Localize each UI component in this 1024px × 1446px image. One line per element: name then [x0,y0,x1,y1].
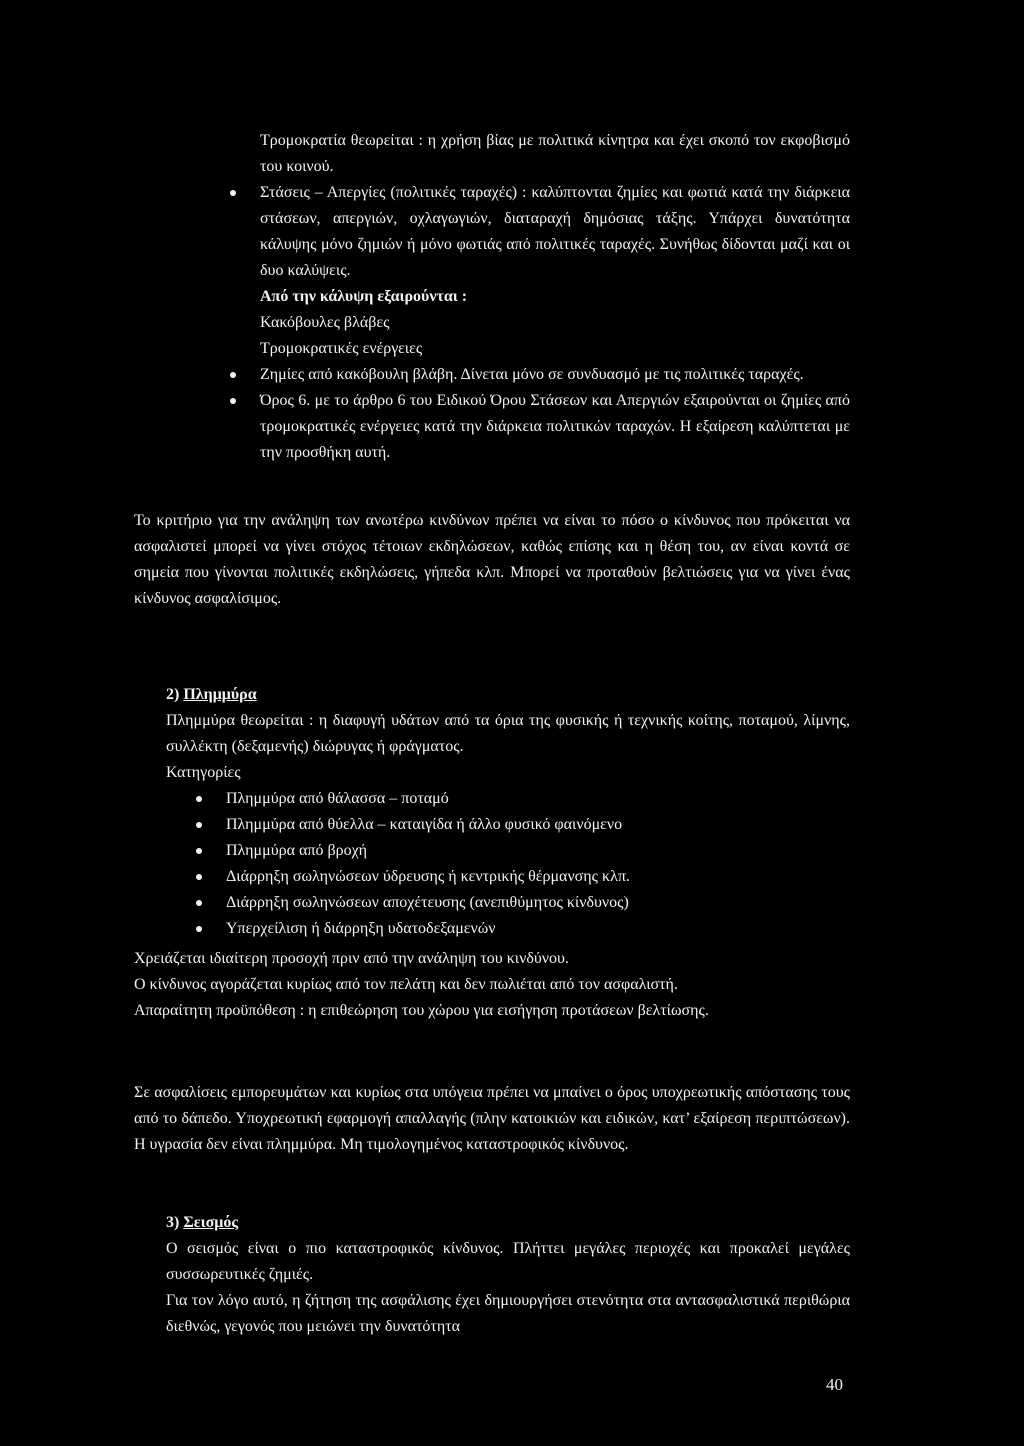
page-number: 40 [826,1375,843,1394]
earthquake-heading-number: 3) [166,1214,180,1231]
flood-heading-number: 2) [166,686,180,703]
exclusions-heading: Από την κάλυψη εξαιρούνται : [260,288,468,305]
flood-note-2: Ο κίνδυνος αγοράζεται κυρίως από τον πελάτη και δεν πωλιέται από τον ασφαλιστή. [134,976,678,993]
earthquake-paragraph-2: Για τον λόγο αυτό, η ζήτηση της ασφάλισης έχει δημιουργήσει στενότητα στα αντασφαλιστικά περιθώρια διεθνώς, γεγονός που μειώνει την δυνατότητα [166,1292,850,1335]
criteria-paragraph: Το κριτήριο για την ανάληψη των ανωτέρω κινδύνων πρέπει να είναι το πόσο ο κίνδυνος που πρόκειται να ασφαλιστεί μπορεί να γίνει στόχος τέτοιων εκδηλώσεων, καθώς επίσης και η θέση του, αν είναι κοντά σε σημεία που γίνονται πολιτικές εκδηλώσεις, γήπεδα κλπ. Μπορεί να προταθούν βελτιώσεις για να γίνει ένας κίνδυνος ασφαλίσιμος. [134,512,850,607]
earthquake-heading-text: Σεισμός [183,1214,239,1231]
flood-categories-label: Κατηγορίες [166,764,241,781]
earthquake-paragraph-1: Ο σεισμός είναι ο πιο καταστροφικός κίνδυνος. Πλήττει μεγάλες περιοχές και προκαλεί μεγάλες συσσωρευτικές ζημιές. [166,1240,850,1283]
flood-note-1: Χρειάζεται ιδιαίτερη προσοχή πριν από την ανάληψη του κινδύνου. [134,950,569,967]
earthquake-heading [166,1210,850,1236]
terrorism-definition: Τρομοκρατία θεωρείται : η χρήση βίας με πολιτικά κίνητρα και έχει σκοπό τον εκφοβισμό του κοινού. [260,132,850,175]
exclusion-terrorism: Τρομοκρατικές ενέργειες [260,340,423,357]
flood-category: Υπερχείλιση ή διάρρηξη υδατοδεξαμενών [166,916,850,942]
flood-heading [166,682,850,708]
criteria-section [134,508,850,612]
political-risks-section [260,128,850,466]
earthquake-section [166,1210,850,1340]
flood-heading-text: Πλημμύρα [183,686,257,703]
flood-definition: Πλημμύρα θεωρείται : η διαφυγή υδάτων από τα όρια της φυσικής ή τεχνικής κοίτης, ποταμού, λίμνης, συλλέκτη (δεξαμενής) διώρυγας ή φράγματος. [166,712,850,755]
flood-category: Πλημμύρα από θύελλα – καταιγίδα ή άλλο φυσικό φαινόμενο [166,812,850,838]
riots-item: Στάσεις – Απεργίες (πολιτικές ταραχές) : καλύπτονται ζημίες και φωτιά κατά την διάρκεια στάσεων, απεργιών, οχλαγωγιών, διαταραχή δημόσιας τάξης. Υπάρχει δυνατότητα κάλυψης μόνο ζημιών ή μόνο φωτιάς από πολιτικές ταραχές. Συνήθως δίδονται μαζί και οι δυο καλύψεις. [260,180,850,284]
malicious-damage-item: Ζημίες από κακόβουλη βλάβη. Δίνεται μόνο σε συνδυασμό με τις πολιτικές ταραχές. [260,362,850,388]
goods-paragraph: Σε ασφαλίσεις εμπορευμάτων και κυρίως στα υπόγεια πρέπει να μπαίνει ο όρος υποχρεωτικής απόστασης τους από το δάπεδο. Υποχρεωτική εφαρμογή απαλλαγής (πλην κατοικιών και ειδικών, κατ’ εξαίρεση περιπτώσεων). Η υγρασία δεν είναι πλημμύρα. Μη τιμολογημένος καταστροφικός κίνδυνος. [134,1084,850,1153]
term-6-item: Όρος 6. με το άρθρο 6 του Ειδικού Όρου Στάσεων και Απεργιών εξαιρούνται οι ζημίες από τρομοκρατικές ενέργειες κατά την διάρκεια πολιτικών ταραχών. Η εξαίρεση καλύπτεται με την προσθήκη αυτή. [260,388,850,466]
flood-note-3: Απαραίτητη προϋπόθεση : η επιθεώρηση του χώρου για εισήγηση προτάσεων βελτίωσης. [134,1002,709,1019]
flood-notes [134,946,850,1024]
flood-section [166,682,850,942]
flood-category: Διάρρηξη σωληνώσεων αποχέτευσης (ανεπιθύμητος κίνδυνος) [166,890,850,916]
flood-category: Πλημμύρα από βροχή [166,838,850,864]
goods-section [134,1080,850,1158]
flood-category: Διάρρηξη σωληνώσεων ύδρευσης ή κεντρικής θέρμανσης κλπ. [166,864,850,890]
flood-category: Πλημμύρα από θάλασσα – ποταμό [166,786,850,812]
exclusion-malicious: Κακόβουλες βλάβες [260,314,390,331]
